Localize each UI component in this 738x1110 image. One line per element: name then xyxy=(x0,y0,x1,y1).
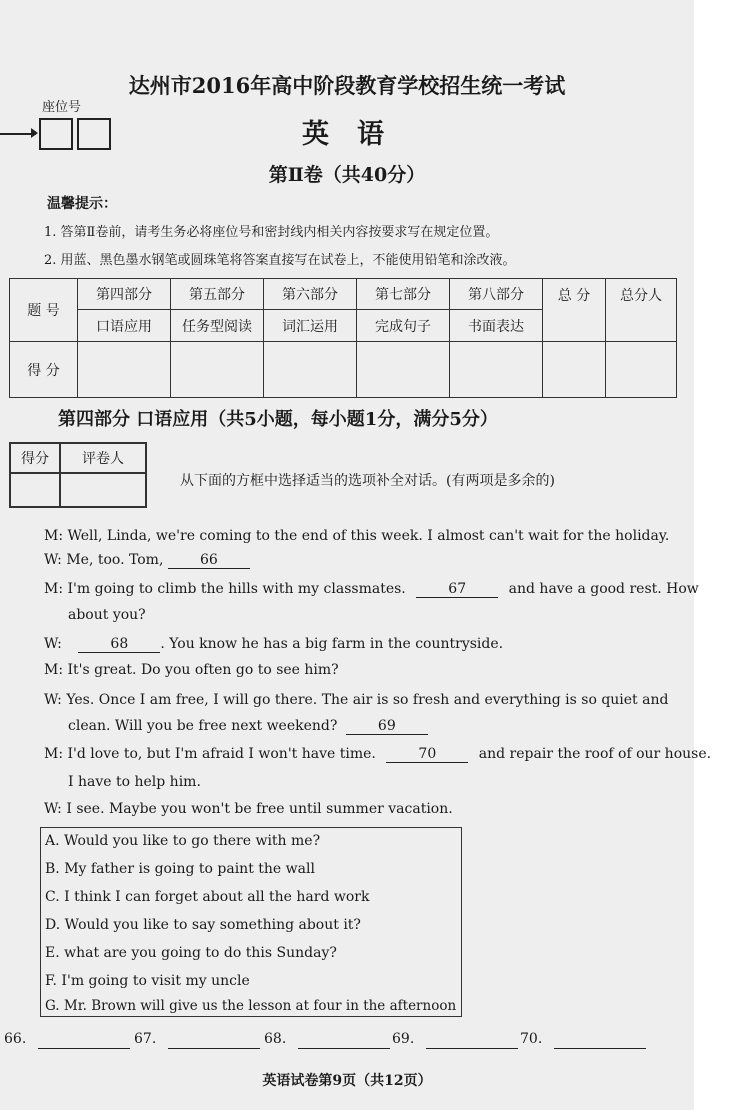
tip-item-2: 2. 用蓝、黑色墨水钢笔或圆珠笔将答案直接写在试卷上，不能使用铅笔和涂改液。 xyxy=(44,253,516,268)
blank-66[interactable]: 66 xyxy=(168,552,250,569)
score-table xyxy=(9,278,677,398)
grader-score-label: 得分 xyxy=(10,443,60,473)
answer-blank-67[interactable] xyxy=(168,1048,260,1049)
blank-67[interactable]: 67 xyxy=(416,581,498,598)
tip-item-1: 1. 答第Ⅱ卷前，请考生务必将座位号和密封线内相关内容按要求写在规定位置。 xyxy=(44,225,499,240)
grader-name-label: 评卷人 xyxy=(60,443,146,473)
answer-number: 66. xyxy=(4,1031,27,1047)
option-a: A. Would you like to go there with me? xyxy=(45,833,321,849)
score-cell[interactable] xyxy=(171,342,264,398)
total-score-cell[interactable] xyxy=(543,342,606,398)
part-label: 第六部分 xyxy=(264,279,357,310)
dialogue-line: W: Yes. Once I am free, I will go there. The air is so fresh and everything is so quiet and xyxy=(44,692,669,708)
score-cell[interactable] xyxy=(78,342,171,398)
part-label: 第四部分 xyxy=(78,279,171,310)
seat-box-2[interactable] xyxy=(77,118,111,150)
dialogue-line: M: I'd love to, but I'm afraid I won't have time. 70 and repair the roof of our house. xyxy=(44,746,712,762)
exam-title: 达州市2016年高中阶段教育学校招生统一考试 xyxy=(128,73,566,98)
grader-table xyxy=(9,442,147,508)
blank-69[interactable]: 69 xyxy=(346,718,428,735)
answer-blank-68[interactable] xyxy=(298,1048,390,1049)
answer-blank-66[interactable] xyxy=(38,1048,130,1049)
score-cell[interactable] xyxy=(450,342,543,398)
dialogue-line: W: I see. Maybe you won't be free until summer vacation. xyxy=(44,801,453,817)
scorer-cell[interactable] xyxy=(606,342,677,398)
part-label: 第七部分 xyxy=(357,279,450,310)
part-name: 任务型阅读 xyxy=(171,310,264,342)
dialogue-line: W: 68 . You know he has a big farm in the countryside. xyxy=(44,636,504,652)
part-name: 词汇运用 xyxy=(264,310,357,342)
seat-box-1[interactable] xyxy=(39,118,73,150)
part-name: 书面表达 xyxy=(450,310,543,342)
blank-70[interactable]: 70 xyxy=(386,746,468,763)
option-d: D. Would you like to say something about it? xyxy=(45,917,361,933)
seat-number-label: 座位号 xyxy=(42,100,82,115)
dialogue-line: M: I'm going to climb the hills with my classmates. 67 and have a good rest. How xyxy=(44,581,699,597)
arrow-right-icon xyxy=(31,128,38,138)
score-table-header: 题 号 xyxy=(10,279,78,342)
total-score-header: 总 分 xyxy=(543,279,606,342)
option-b: B. My father is going to paint the wall xyxy=(45,861,315,877)
options-box xyxy=(40,827,462,1017)
score-cell[interactable] xyxy=(264,342,357,398)
option-e: E. what are you going to do this Sunday? xyxy=(45,945,337,961)
dialogue-line: clean. Will you be free next weekend? 69 xyxy=(68,718,428,735)
option-c: C. I think I can forget about all the hard work xyxy=(45,889,370,905)
grader-score-cell[interactable] xyxy=(10,473,60,507)
volume-title: 第Ⅱ卷（共40分） xyxy=(268,164,426,186)
answer-blank-70[interactable] xyxy=(554,1048,646,1049)
page-footer: 英语试卷第9页（共12页） xyxy=(262,1073,432,1089)
scorer-header: 总分人 xyxy=(606,279,677,342)
section-instruction: 从下面的方框中选择适当的选项补全对话。(有两项是多余的) xyxy=(180,473,555,489)
part-name: 口语应用 xyxy=(78,310,171,342)
grader-name-cell[interactable] xyxy=(60,473,146,507)
dialogue-line: I have to help him. xyxy=(68,774,201,790)
answer-number: 70. xyxy=(520,1031,543,1047)
tips-heading: 温馨提示： xyxy=(47,196,117,212)
dialogue-line: about you? xyxy=(68,607,146,623)
score-row-label: 得 分 xyxy=(10,342,78,398)
part-label: 第五部分 xyxy=(171,279,264,310)
subject-title: 英语 xyxy=(302,119,412,150)
answer-blank-69[interactable] xyxy=(426,1048,518,1049)
answer-number: 69. xyxy=(392,1031,415,1047)
dialogue-line: W: Me, too. Tom, 66 xyxy=(44,552,250,569)
score-cell[interactable] xyxy=(357,342,450,398)
blank-68[interactable]: 68 xyxy=(78,636,160,653)
dialogue-line: M: Well, Linda, we're coming to the end of this week. I almost can't wait for the holiday. xyxy=(44,528,670,544)
answer-number: 67. xyxy=(134,1031,157,1047)
option-g: G. Mr. Brown will give us the lesson at four in the afternoon xyxy=(45,998,457,1014)
dialogue-line: M: It's great. Do you often go to see him? xyxy=(44,662,339,678)
answer-number: 68. xyxy=(264,1031,287,1047)
option-f: F. I'm going to visit my uncle xyxy=(45,973,250,989)
section-heading: 第四部分 口语应用（共5小题，每小题1分，满分5分） xyxy=(58,409,498,430)
part-name: 完成句子 xyxy=(357,310,450,342)
part-label: 第八部分 xyxy=(450,279,543,310)
